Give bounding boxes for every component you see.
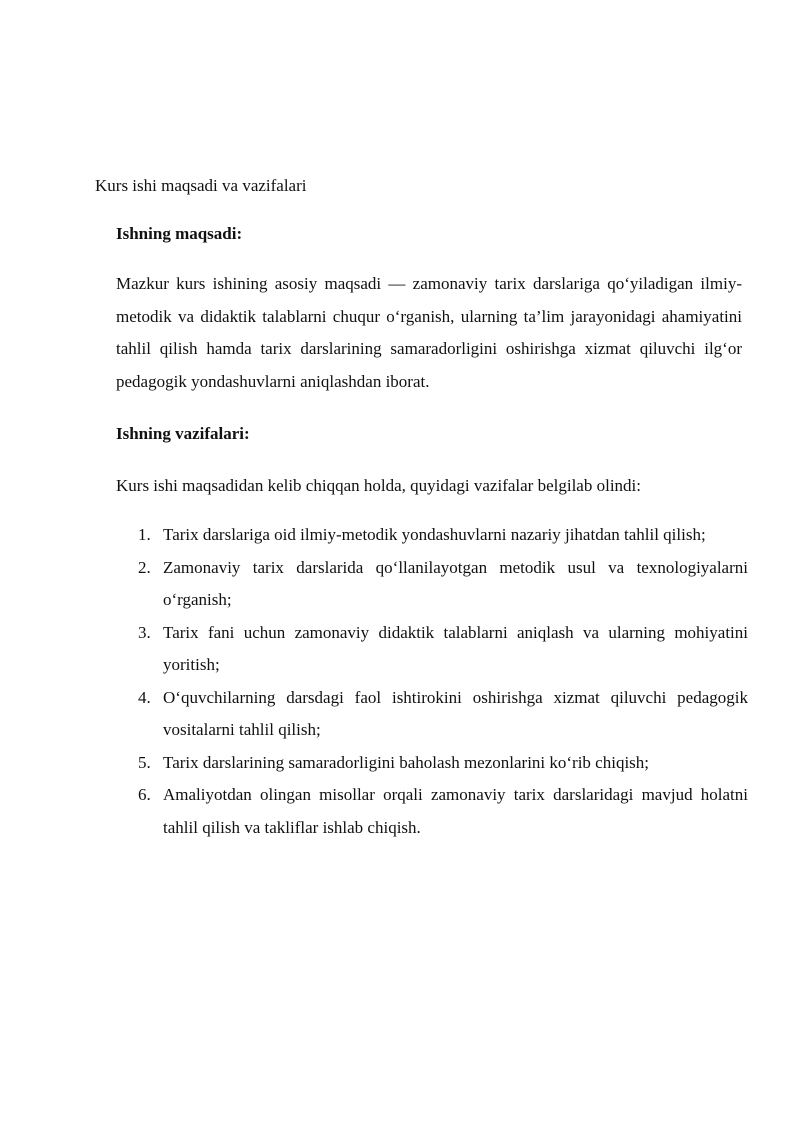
goal-paragraph: Mazkur kurs ishining asosiy maqsadi — zamonaviy tarix darslariga qo‘yiladigan ilmiy-metodik va didaktik talablarni chuqur o‘rganish, ularning ta’lim jarayonidagi ahamiyatini tahlil qilish hamda tarix darslarining samaradorligini oshirishga xizmat qiluvchi ilg‘or pedagogik yondashuvlarni aniqlashdan iborat. — [116, 274, 742, 391]
list-item-text: O‘quvchilarning darsdagi faol ishtirokini oshirishga xizmat qiluvchi pedagogik vositalarni tahlil qilish; — [163, 687, 748, 739]
list-item-text: Tarix darslariga oid ilmiy-metodik yondashuvlarni nazariy jihatdan tahlil qilish; — [163, 525, 706, 544]
tasks-heading: Ishning vazifalari: — [116, 424, 250, 443]
tasks-list — [116, 519, 748, 844]
document-title: Kurs ishi maqsadi va vazifalari — [95, 176, 307, 195]
list-item — [116, 747, 748, 780]
list-item-number: 4. — [138, 687, 151, 707]
list-item — [116, 552, 748, 617]
list-item-text: Tarix darslarining samaradorligini baholash mezonlarini ko‘rib chiqish; — [163, 752, 650, 772]
list-item-text: Zamonaviy tarix darslarida qo‘llanilayotgan metodik usul va texnologiyalarni o‘rganish; — [163, 557, 748, 609]
list-item-number: 1. — [138, 525, 151, 544]
list-item — [116, 519, 748, 552]
list-item-number: 2. — [138, 557, 151, 577]
goal-heading: Ishning maqsadi: — [116, 224, 243, 243]
tasks-intro-paragraph: Kurs ishi maqsadidan kelib chiqqan holda, quyidagi vazifalar belgilab olindi: — [116, 476, 641, 495]
list-item-text: Amaliyotdan olingan misollar orqali zamonaviy tarix darslaridagi mavjud holatni tahlil qilish va takliflar ishlab chiqish. — [163, 785, 748, 837]
list-item — [116, 682, 748, 747]
list-item — [116, 779, 748, 844]
list-item-number: 5. — [138, 752, 151, 772]
list-item — [116, 617, 748, 682]
list-item-number: 6. — [138, 785, 151, 804]
list-item-text: Tarix fani uchun zamonaviy didaktik talablarni aniqlash va ularning mohiyatini yoritish; — [163, 622, 748, 674]
list-item-number: 3. — [138, 622, 151, 642]
